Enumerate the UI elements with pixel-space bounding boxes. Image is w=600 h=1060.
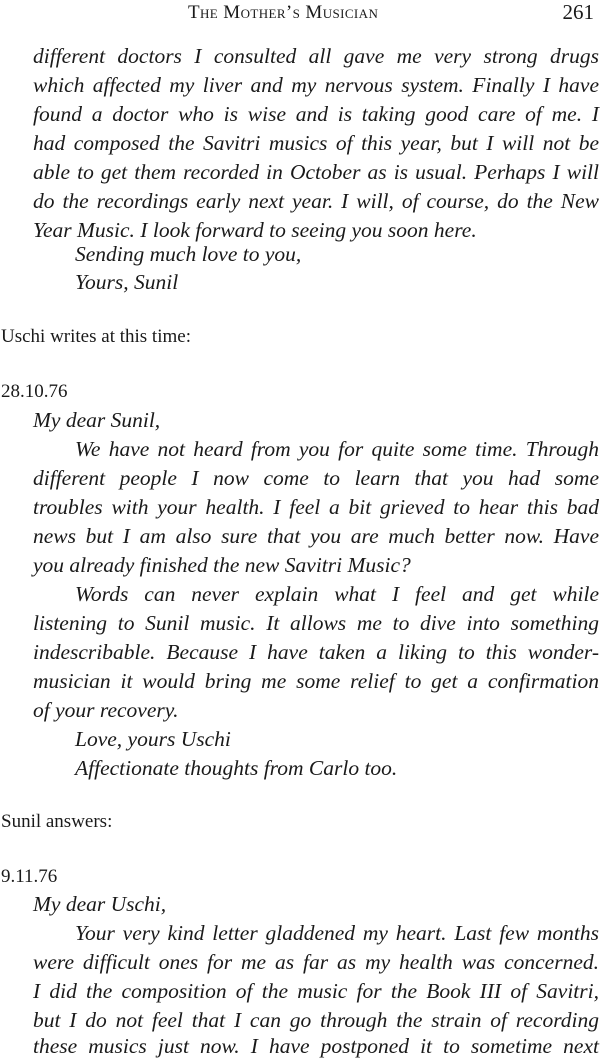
running-head [0, 2, 600, 26]
letter-postscript: Affectionate thoughts from Carlo too. [75, 756, 398, 780]
letter-date: 9.11.76 [1, 866, 58, 887]
letter-signature: Yours, Sunil [75, 270, 179, 294]
letter-salutation: My dear Uschi, [33, 892, 167, 916]
narration-text: Sunil answers: [1, 811, 113, 832]
letter-line: found a doctor who is wise and is taking good care of me. I [33, 102, 599, 126]
letter-date: 28.10.76 [1, 381, 68, 402]
letter-line: of your recovery. [33, 698, 179, 722]
page-number: 261 [562, 0, 594, 24]
letter-line: musician it would bring me some relief to get a confirmation [33, 669, 599, 693]
letter-line: these musics just now. I have postponed it to sometime next [33, 1034, 599, 1058]
letter-line: We have not heard from you for quite some time. Through [75, 437, 599, 461]
letter-line: news but I am also sure that you are much better now. Have [33, 524, 599, 548]
letter-line: I did the composition of the music for the Book III of Savitri, [33, 979, 599, 1003]
letter-line: you already finished the new Savitri Music? [33, 553, 411, 577]
letter-closing: Sending much love to you, [75, 242, 302, 266]
letter-line: listening to Sunil music. It allows me to dive into something [33, 611, 599, 635]
letter-salutation: My dear Sunil, [33, 408, 161, 432]
letter-line: had composed the Savitri musics of this year, but I will not be [33, 131, 599, 155]
letter-line: Year Music. I look forward to seeing you soon here. [33, 218, 477, 242]
letter-line: but I do not feel that I can go through the strain of recording [33, 1008, 599, 1032]
letter-line: indescribable. Because I have taken a liking to this wonder- [33, 640, 599, 664]
letter-line: which affected my liver and my nervous system. Finally I have [33, 73, 599, 97]
narration-text: Uschi writes at this time: [1, 326, 191, 347]
letter-line: troubles with your health. I feel a bit grieved to hear this bad [33, 495, 599, 519]
letter-line: do the recordings early next year. I will, of course, do the New [33, 189, 599, 213]
letter-line: Your very kind letter gladdened my heart. Last few months [75, 921, 599, 945]
letter-closing: Love, yours Uschi [75, 727, 231, 751]
letter-line: Words can never explain what I feel and get while [75, 582, 599, 606]
letter-line: able to get them recorded in October as is usual. Perhaps I will [33, 160, 599, 184]
letter-line: different doctors I consulted all gave me very strong drugs [33, 44, 599, 68]
running-title: The Mother’s Musician [188, 2, 379, 23]
letter-line: were difficult ones for me as far as my health was concerned. [33, 950, 599, 974]
letter-line: different people I now come to learn that you had some [33, 466, 599, 490]
